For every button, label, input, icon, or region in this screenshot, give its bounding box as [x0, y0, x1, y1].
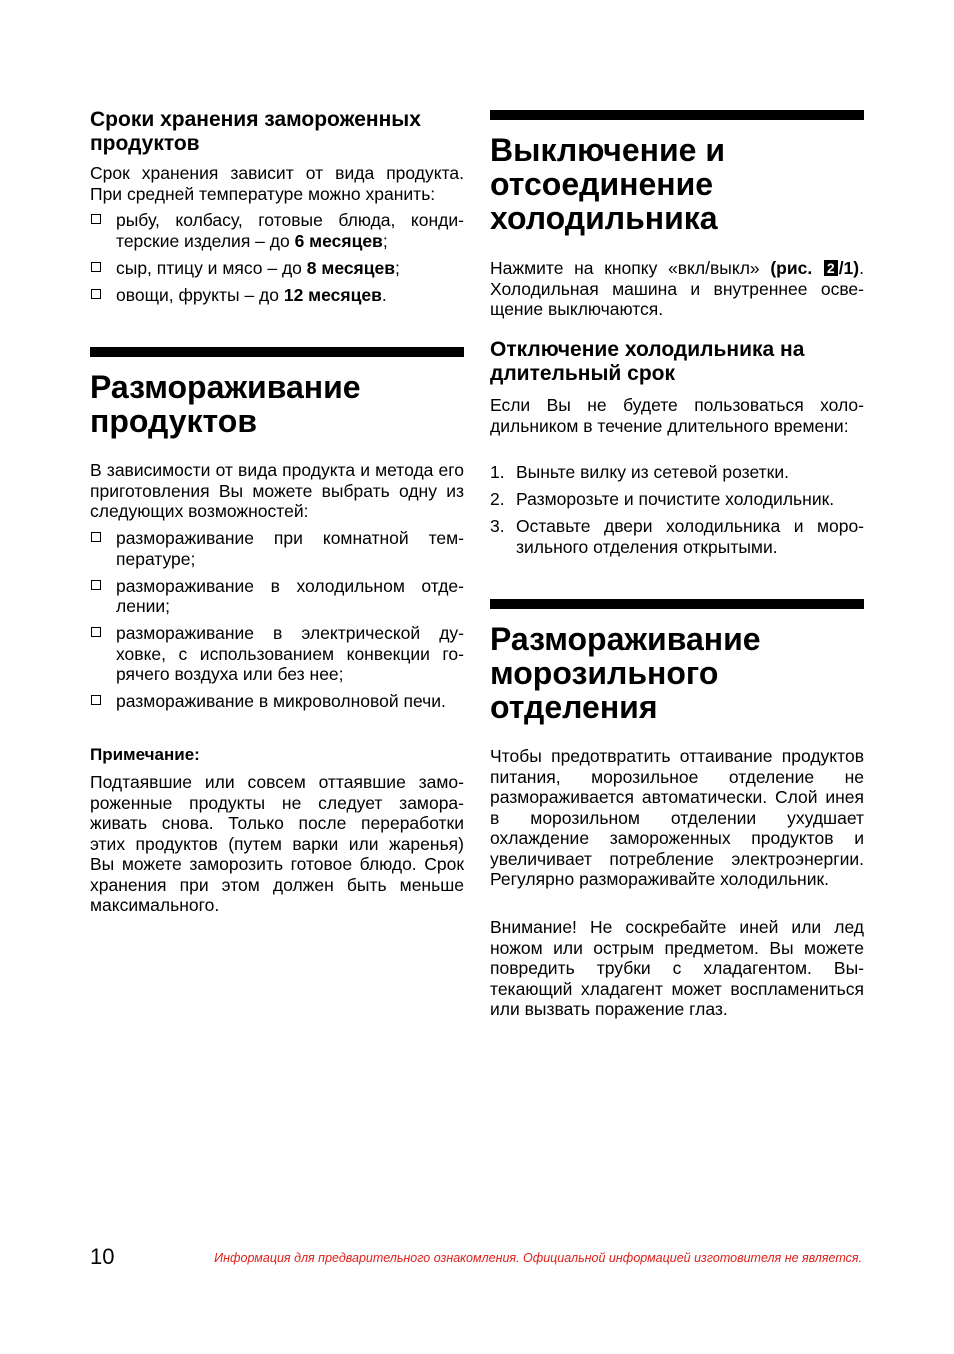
- long-term-intro: Если Вы не будете пользоваться холодильником в течение длительного времени:: [490, 395, 864, 436]
- long-term-steps: [490, 462, 864, 564]
- figure-number-badge: 2: [824, 260, 838, 276]
- storage-intro: Срок хранения зависит от вида продукта. При средней температуре можно хранить:: [90, 163, 464, 204]
- section-rule: [490, 599, 864, 609]
- checkbox-bullet-icon: [91, 695, 101, 705]
- long-term-heading: Отключение холодильника на длительный срок: [490, 338, 805, 385]
- list-item: 2. Разморозьте и почистите холодильник.: [490, 489, 835, 509]
- note-label: Примечание:: [90, 745, 200, 764]
- switch-off-heading: Выключение и отсоединение холодильника: [490, 132, 726, 236]
- page-number: 10: [90, 1244, 115, 1269]
- section-rule: [90, 347, 464, 357]
- storage-list: [90, 210, 464, 312]
- thawing-intro: В зависимости от вида продукта и метода его приготовления Вы можете выбрать одну из следующих возможностей:: [90, 460, 464, 521]
- checkbox-bullet-icon: [91, 580, 101, 590]
- list-item: овощи, фрукты – до 12 месяцев.: [90, 285, 464, 306]
- list-item: 3. Оставьте двери холодильника и морозильного отделения открытыми.: [490, 516, 864, 557]
- list-item: размораживание в электрической духовке, с использованием конвекции горячего воздуха или без нее;: [90, 623, 464, 685]
- list-item: размораживание в холодильном отделении;: [90, 576, 464, 617]
- list-item: размораживание при комнатной температуре;: [90, 528, 464, 569]
- checkbox-bullet-icon: [91, 262, 101, 272]
- checkbox-bullet-icon: [91, 627, 101, 637]
- note-text: Подтаявшие или совсем оттаявшие замороженные продукты не следует замораживать снова. Только после переработки этих продуктов (путем варки или жаренья) Вы можете заморозить готовое блюдо. Срок хранения при этом должен быть меньше максимального.: [90, 772, 464, 915]
- defrost-freezer-heading: Размораживание морозильного отделения: [490, 621, 761, 725]
- switch-off-text: Нажмите на кнопку «вкл/выкл» (рис. 2 /1). Холодильная машина и внутреннее освещение выключаются.: [490, 258, 864, 319]
- list-item: размораживание в микроволновой печи.: [90, 691, 464, 712]
- thawing-heading: Размораживание продуктов: [90, 369, 361, 439]
- list-item: сыр, птицу и мясо – до 8 месяцев;: [90, 258, 464, 279]
- storage-heading: Сроки хранения замороженных продуктов: [90, 108, 421, 155]
- disclaimer: Информация для предварительного ознакомления. Официальной информацией изготовителя не является.: [214, 1251, 862, 1265]
- defrost-paragraph-2: Внимание! Не соскребайте иней или лед ножом или острым предметом. Вы можете повредить трубки с хладагентом. Вытекающий хладагент может воспламениться или вызвать поражение глаз.: [490, 917, 864, 1019]
- checkbox-bullet-icon: [91, 532, 101, 542]
- checkbox-bullet-icon: [91, 289, 101, 299]
- thawing-list: [90, 528, 464, 718]
- checkbox-bullet-icon: [91, 214, 101, 224]
- list-item: 1. Выньте вилку из сетевой розетки.: [490, 462, 789, 482]
- section-rule: [490, 110, 864, 120]
- list-item: рыбу, колбасу, готовые блюда, кондитерские изделия – до 6 месяцев;: [90, 210, 464, 251]
- defrost-paragraph-1: Чтобы предотвратить оттаивание продуктов питания, морозильное отделение не размораживается автоматически. Слой инея в морозильном отделении ухудшает охлаждение замороженных продуктов и увеличивает потребление электроэнергии. Регулярно размораживайте холодильник.: [490, 746, 864, 889]
